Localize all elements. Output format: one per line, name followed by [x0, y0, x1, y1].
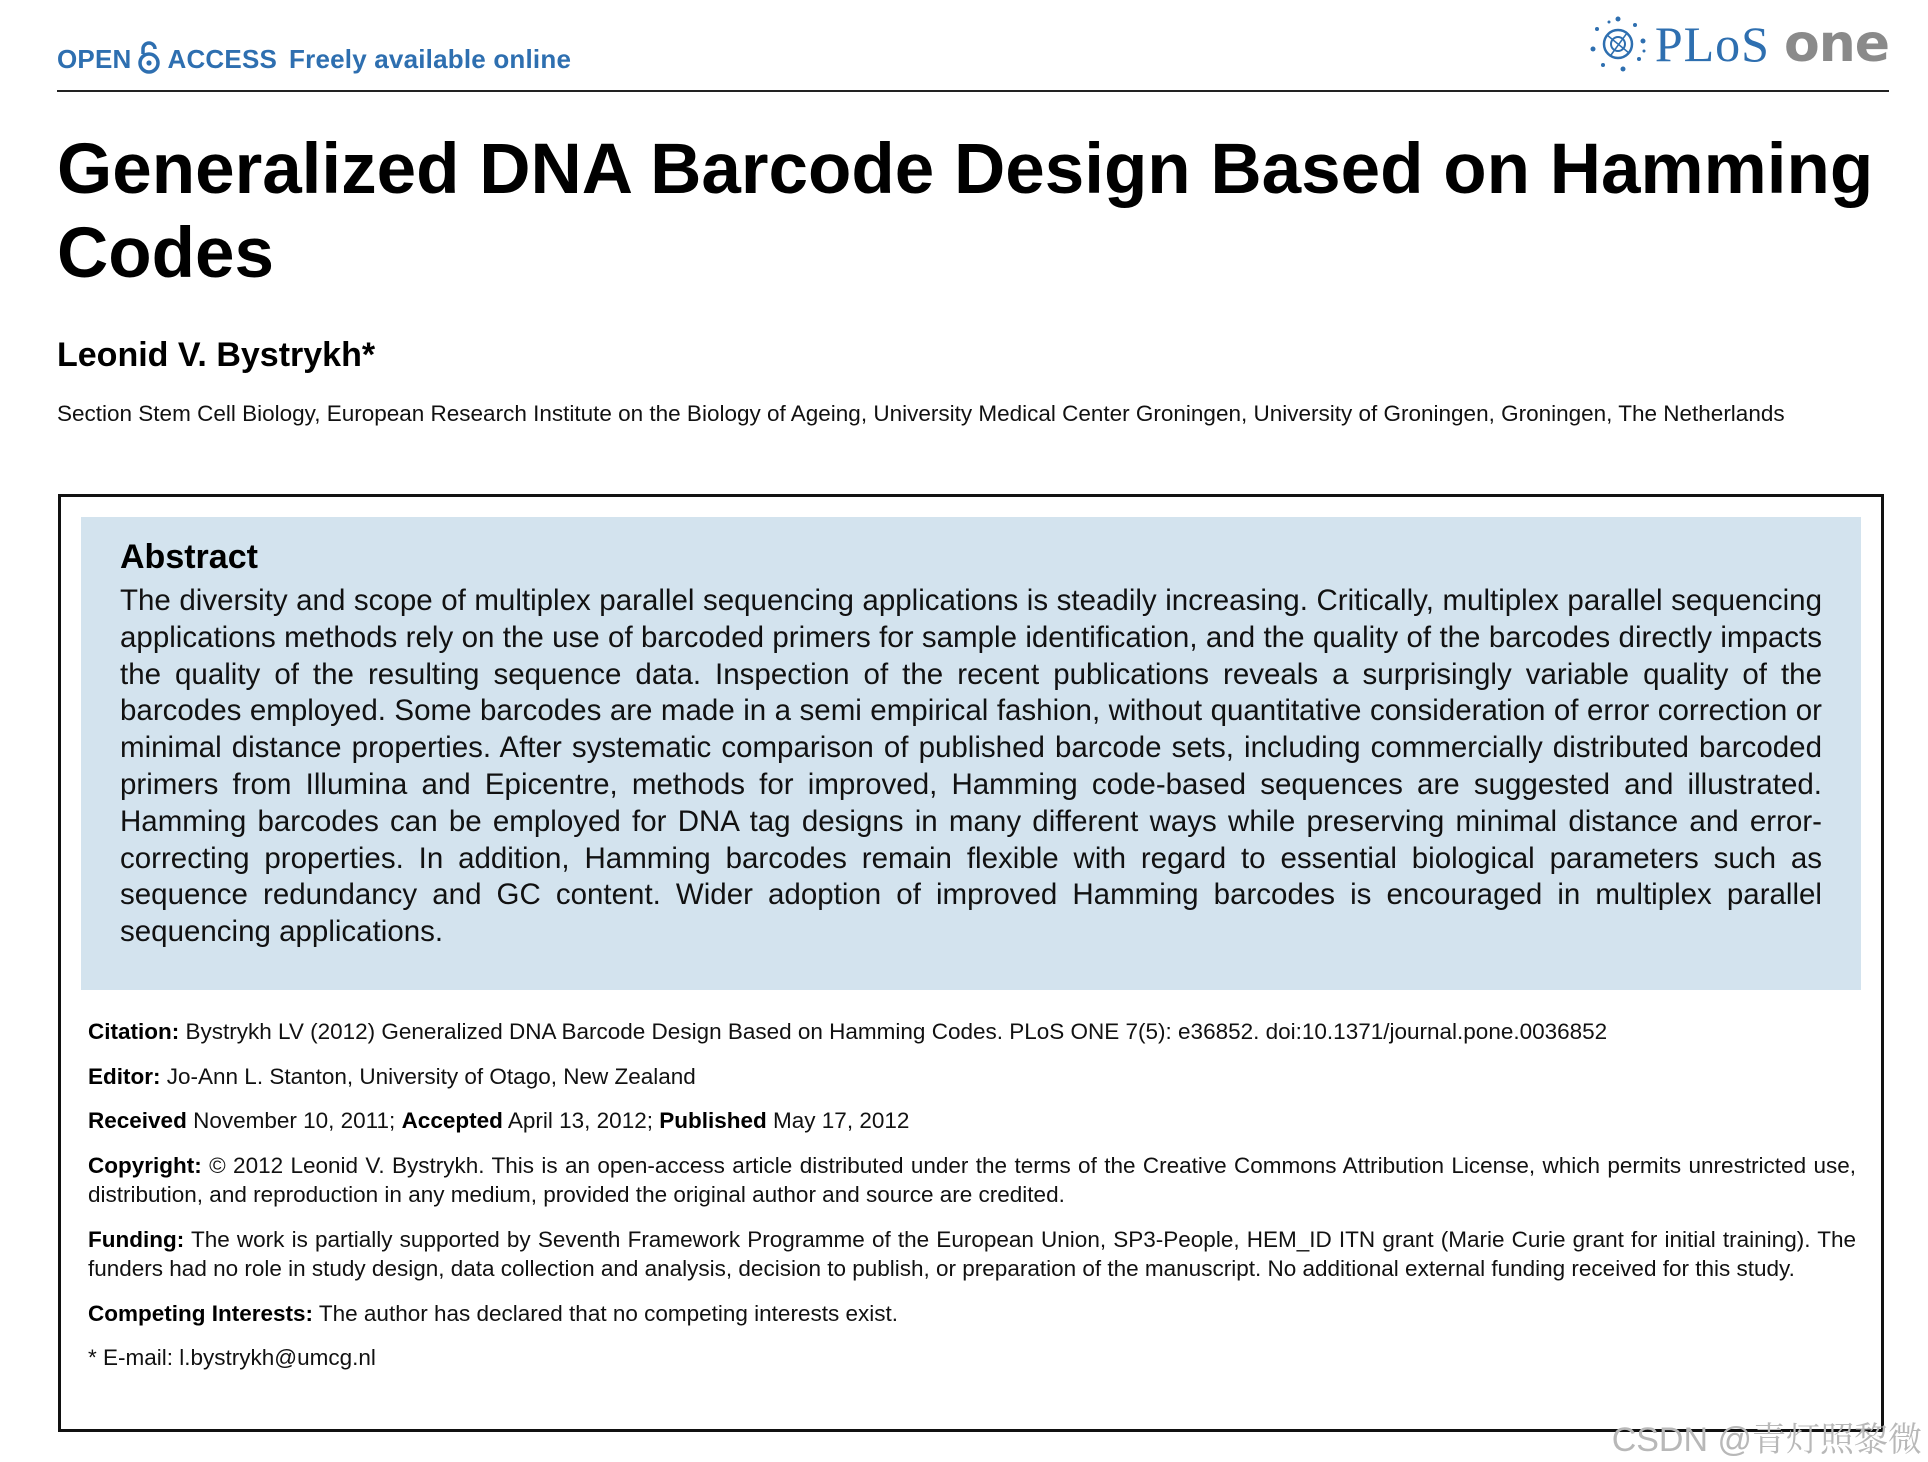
author-affiliation: Section Stem Cell Biology, European Research Institute on the Biology of Ageing, University Medical Center Groningen, University of Groningen, Groningen, The Netherlands [57, 401, 1785, 426]
competing-label: Competing Interests: [88, 1300, 314, 1326]
author-name: Leonid V. Bystrykh* [57, 336, 376, 374]
copyright-label: Copyright: [88, 1152, 202, 1178]
editor-line [88, 1062, 1856, 1092]
abstract-panel [81, 517, 1861, 990]
logo-plos-text: PLoS [1654, 16, 1770, 72]
article-title: Generalized DNA Barcode Design Based on Hamming Codes [57, 130, 1874, 293]
funding-label: Funding: [88, 1226, 185, 1252]
logo-one-text: one [1783, 14, 1889, 74]
citation-label: Citation: [88, 1019, 180, 1044]
plos-one-logo [1587, 4, 1889, 84]
copyright-line [88, 1151, 1856, 1210]
dates-line [88, 1106, 1856, 1136]
copyright-text: © 2012 Leonid V. Bystrykh. This is an open-access article distributed under the terms of the Creative Commons Attribution License, which permits unrestricted use, distribution, and reproduction in any medium, provided the original author and source are credited. [88, 1152, 1856, 1207]
article-metadata [88, 1017, 1856, 1388]
editor-label: Editor: [88, 1063, 161, 1089]
competing-text: The author has declared that no competing interests exist. [318, 1300, 898, 1326]
abstract-heading: Abstract [120, 538, 258, 576]
editor-text: Jo-Ann L. Stanton, University of Otago, New Zealand [166, 1063, 696, 1089]
funding-line [88, 1225, 1856, 1284]
citation-line [88, 1017, 1856, 1047]
plos-globe-icon [1587, 13, 1649, 75]
funding-text: The work is partially supported by Seventh Framework Programme of the European Union, SP3-People, HEM_ID ITN grant (Marie Curie grant for initial training). The funders had no role in study design, data collection and analysis, decision to publish, or preparation of the manuscript. No additional external funding received for this study. [88, 1226, 1856, 1281]
accepted-label: Accepted [401, 1108, 503, 1133]
received-label: Received [88, 1108, 187, 1133]
received-date: November 10, 2011; [193, 1108, 396, 1133]
published-date: May 17, 2012 [773, 1108, 910, 1133]
open-lock-icon [137, 40, 161, 74]
citation-text: Bystrykh LV (2012) Generalized DNA Barcode Design Based on Hamming Codes. PLoS ONE 7(5): e36852. doi:10.1371/journal.pone.0036852 [185, 1019, 1608, 1044]
access-label: ACCESS [167, 44, 278, 74]
csdn-watermark: CSDN @青灯照黎微 [1611, 1421, 1922, 1459]
accepted-date: April 13, 2012; [507, 1108, 653, 1133]
email-line: * E-mail: l.bystrykh@umcg.nl [88, 1345, 376, 1370]
open-access-badge [57, 44, 571, 75]
open-label: OPEN [57, 44, 132, 74]
abstract-box [58, 494, 1884, 1432]
competing-interests-line [88, 1299, 1856, 1329]
abstract-text: The diversity and scope of multiplex parallel sequencing applications is steadily increasing. Critically, multiplex parallel sequencing applications methods rely on the use of barcoded primers for sample identification, and the quality of the barcodes directly impacts the quality of the resulting sequence data. Inspection of the recent publications reveals a surprisingly variable quality of the barcodes employed. Some barcodes are made in a semi empirical fashion, without quantitative consideration of error correction or minimal distance properties. After systematic comparison of published barcode sets, including commercially distributed barcoded primers from Illumina and Epicentre, methods for improved, Hamming code-based sequences are suggested and illustrated. Hamming barcodes can be employed for DNA tag designs in many different ways while preserving minimal distance and error-correcting properties. In addition, Hamming barcodes remain flexible with regard to essential biological parameters such as sequence redundancy and GC content. Wider adoption of improved Hamming barcodes is encouraged in multiplex parallel sequencing applications. [120, 584, 1822, 949]
freely-available-label: Freely available online [289, 44, 572, 74]
published-label: Published [659, 1108, 767, 1133]
journal-header [57, 0, 1889, 92]
